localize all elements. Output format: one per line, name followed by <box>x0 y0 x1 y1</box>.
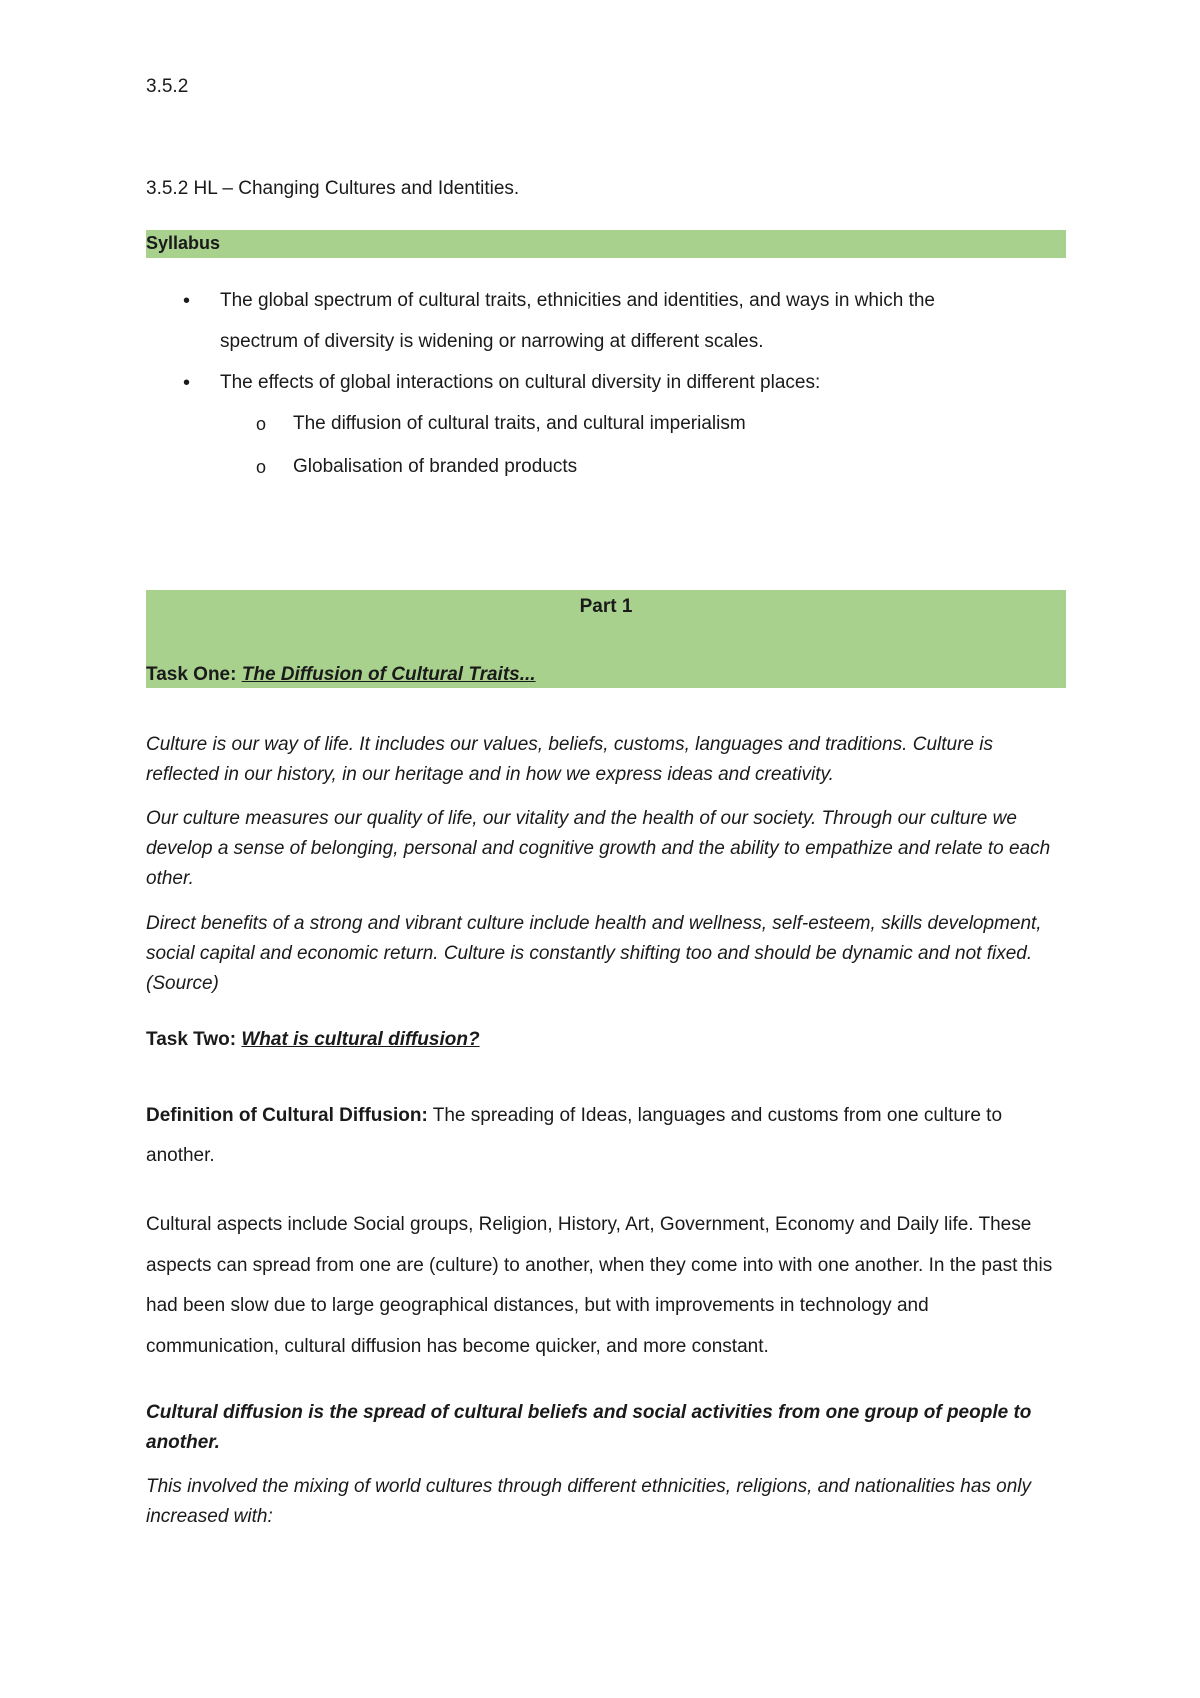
bullet-icon: • <box>183 290 191 312</box>
syllabus-bullet-1-line-1: The global spectrum of cultural traits, ethnicities and identities, and ways in which the <box>220 290 935 311</box>
task-one-heading <box>146 664 536 686</box>
syllabus-heading: Syllabus <box>146 233 221 253</box>
page-title: 3.5.2 HL – Changing Cultures and Identities. <box>146 178 520 199</box>
culture-paragraph-1: Culture is our way of life. It includes our values, beliefs, customs, languages and traditions. Culture is reflected in our history, in our heritage and in how we express ideas and creativity. <box>146 734 993 785</box>
task-two-prefix: Task Two: <box>146 1029 242 1050</box>
task-two-title: What is cultural diffusion? <box>241 1029 480 1050</box>
sub-bullet-icon: o <box>256 414 267 434</box>
syllabus-heading-bar <box>146 230 1066 258</box>
part1-header-block <box>146 590 1066 688</box>
definition-text: The spreading of Ideas, languages and customs from one culture to another. <box>146 1105 1003 1166</box>
cultural-diffusion-statement: Cultural diffusion is the spread of cultural beliefs and social activities from one group of people to another. <box>146 1402 1032 1453</box>
syllabus-sub-bullet-1: The diffusion of cultural traits, and cultural imperialism <box>293 413 746 434</box>
part1-label: Part 1 <box>579 596 633 617</box>
task-one-title: The Diffusion of Cultural Traits... <box>241 664 536 685</box>
syllabus-bullet-1-line-2: spectrum of diversity is widening or narrowing at different scales. <box>220 331 764 352</box>
syllabus-bullet-2: The effects of global interactions on cultural diversity in different places: <box>220 372 821 393</box>
syllabus-sub-bullet-2: Globalisation of branded products <box>293 456 578 477</box>
sub-bullet-icon: o <box>256 457 267 477</box>
cultural-aspects-paragraph: Cultural aspects include Social groups, Religion, History, Art, Government, Economy and Daily life. These aspects can spread from one are (culture) to another, when they come into with one another. In the past this had been slow due to large geographical distances, but with improvements in technology and communication, cultural diffusion has become quicker, and more constant. <box>146 1214 1053 1357</box>
culture-paragraph-2: Our culture measures our quality of life, our vitality and the health of our society. Through our culture we develop a sense of belonging, personal and cognitive growth and the ability to empathize and relate to each other. <box>146 808 1051 889</box>
definition-label: Definition of Cultural Diffusion: <box>146 1105 428 1126</box>
definition-paragraph <box>146 1096 1066 1176</box>
section-number: 3.5.2 <box>146 76 189 97</box>
culture-paragraph-3: Direct benefits of a strong and vibrant culture include health and wellness, self-esteem, skills development, social capital and economic return. Culture is constantly shifting too and should be dynamic and not fixed. (Source) <box>146 913 1042 994</box>
task-one-prefix: Task One: <box>146 664 242 685</box>
task-two-heading <box>146 1029 480 1051</box>
closing-paragraph: This involved the mixing of world cultures through different ethnicities, religions, and nationalities has only increased with: <box>146 1476 1032 1527</box>
bullet-icon: • <box>183 372 191 394</box>
